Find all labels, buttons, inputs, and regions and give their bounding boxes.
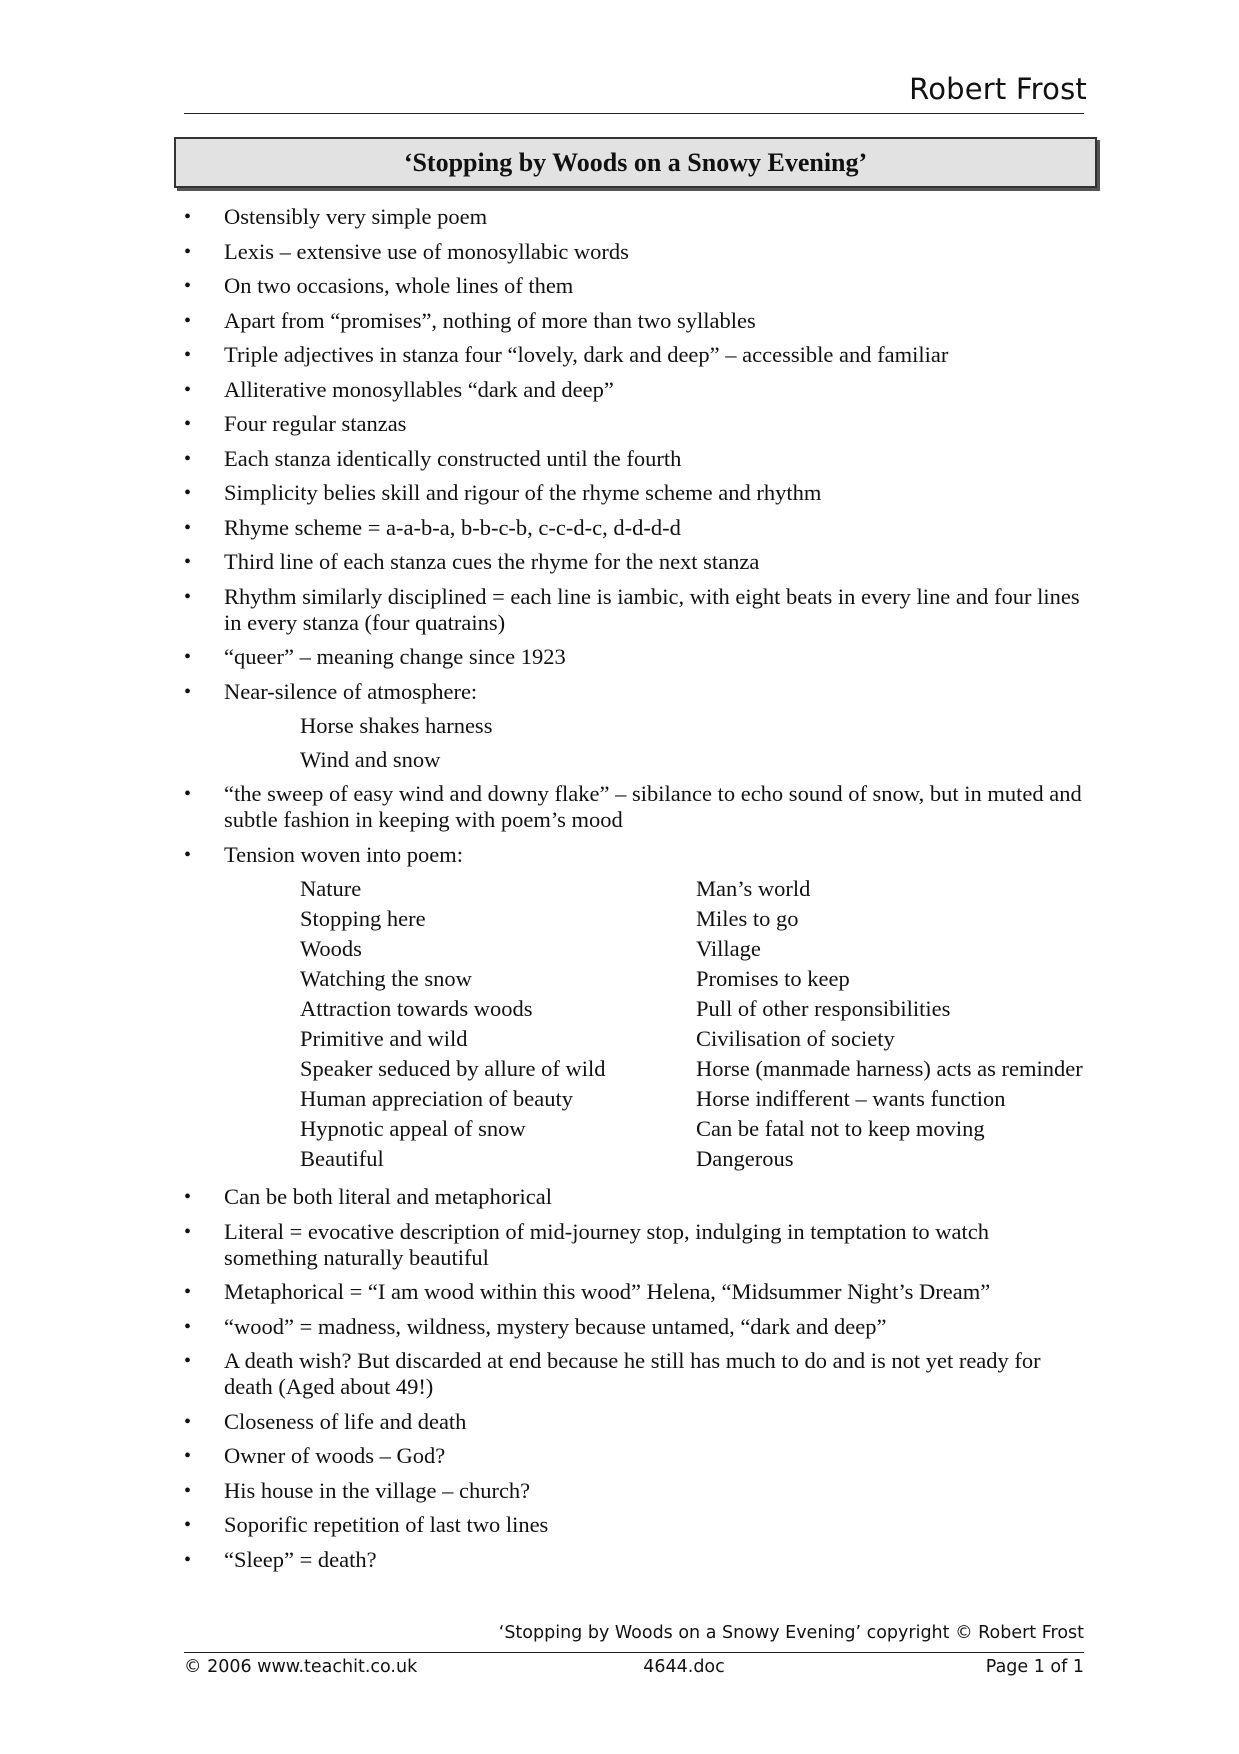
table-row — [300, 1116, 1083, 1146]
tension-right: Miles to go — [696, 905, 799, 931]
footer-page-number: Page 1 of 1 — [985, 1657, 1084, 1677]
tension-right: Pull of other responsibilities — [696, 995, 951, 1021]
tension-left: Nature — [300, 875, 362, 901]
notes-list — [184, 204, 1084, 1573]
footer-rule — [184, 1652, 1084, 1653]
list-item: • “the sweep of easy wind and downy flake” – sibilance to echo sound of snow, but in muted and subtle fashion in keeping with poem’s mood — [184, 781, 1084, 833]
list-item: • Each stanza identically constructed until the fourth — [184, 446, 1084, 472]
list-item: • Apart from “promises”, nothing of more than two syllables — [184, 308, 1084, 334]
silence-label: Near-silence of atmosphere: — [224, 678, 478, 704]
silence-line: Wind and snow — [300, 746, 441, 772]
tension-label: Tension woven into poem: — [224, 841, 464, 867]
tension-right: Village — [696, 935, 761, 961]
tension-left: Beautiful — [300, 1145, 384, 1171]
list-item: • Alliterative monosyllables “dark and deep” — [184, 377, 1084, 403]
list-item: • Third line of each stanza cues the rhyme for the next stanza — [184, 549, 1084, 575]
list-item: • Rhyme scheme = a-a-b-a, b-b-c-b, c-c-d-c, d-d-d-d — [184, 515, 1084, 541]
list-item: • “Sleep” = death? — [184, 1547, 1084, 1573]
list-item: • On two occasions, whole lines of them — [184, 273, 1084, 299]
tension-left: Primitive and wild — [300, 1025, 468, 1051]
table-row — [300, 1146, 1083, 1176]
table-row — [300, 996, 1083, 1026]
list-item: • Owner of woods – God? — [184, 1443, 1084, 1469]
tension-right: Civilisation of society — [696, 1025, 895, 1051]
copyright-credit: ‘Stopping by Woods on a Snowy Evening’ copyright © Robert Frost — [498, 1623, 1084, 1643]
tension-left: Woods — [300, 935, 362, 961]
table-row — [300, 906, 1083, 936]
tension-right: Promises to keep — [696, 965, 850, 991]
tension-right: Horse indifferent – wants function — [696, 1085, 1006, 1111]
list-item: • “queer” – meaning change since 1923 — [184, 644, 1084, 670]
silence-sublist — [224, 713, 1084, 773]
tension-left: Attraction towards woods — [300, 995, 533, 1021]
tension-left: Hypnotic appeal of snow — [300, 1115, 526, 1141]
tension-right: Man’s world — [696, 875, 811, 901]
page-footer — [184, 1657, 1084, 1683]
table-row — [300, 1056, 1083, 1086]
tension-right: Horse (manmade harness) acts as reminder — [696, 1055, 1083, 1081]
list-item: • Literal = evocative description of mid-journey stop, indulging in temptation to watch something naturally beautiful — [184, 1219, 1084, 1271]
list-item: • “wood” = madness, wildness, mystery because untamed, “dark and deep” — [184, 1314, 1084, 1340]
tension-left: Speaker seduced by allure of wild — [300, 1055, 606, 1081]
list-item: • Simplicity belies skill and rigour of the rhyme scheme and rhythm — [184, 480, 1084, 506]
list-item: • Triple adjectives in stanza four “lovely, dark and deep” – accessible and familiar — [184, 342, 1084, 368]
silence-item — [184, 679, 1084, 773]
silence-line: Horse shakes harness — [300, 712, 493, 738]
list-item: • Lexis – extensive use of monosyllabic words — [184, 239, 1084, 265]
document-title: ‘Stopping by Woods on a Snowy Evening’ — [403, 147, 868, 177]
list-item: • Soporific repetition of last two lines — [184, 1512, 1084, 1538]
footer-copyright: © 2006 www.teachit.co.uk — [184, 1657, 418, 1677]
footer-doc-id: 4644.doc — [643, 1657, 725, 1677]
title-box — [174, 137, 1097, 188]
tension-left: Stopping here — [300, 905, 426, 931]
table-row — [300, 1086, 1083, 1116]
table-row — [300, 966, 1083, 996]
tension-left: Watching the snow — [300, 965, 472, 991]
list-item: • Metaphorical = “I am wood within this wood” Helena, “Midsummer Night’s Dream” — [184, 1279, 1084, 1305]
list-item: • A death wish? But discarded at end because he still has much to do and is not yet ready for death (Aged about 49!) — [184, 1348, 1084, 1400]
table-row — [300, 936, 1083, 966]
table-row — [300, 1026, 1083, 1056]
page-header-author: Robert Frost — [909, 72, 1087, 106]
list-item: • Ostensibly very simple poem — [184, 204, 1084, 230]
notes-content — [184, 204, 1084, 1581]
table-row — [300, 876, 1083, 906]
tension-table — [300, 876, 1083, 1176]
tension-item — [184, 842, 1084, 1176]
tension-left: Human appreciation of beauty — [300, 1085, 574, 1111]
list-item: • Can be both literal and metaphorical — [184, 1184, 1084, 1210]
list-item: • Closeness of life and death — [184, 1409, 1084, 1435]
tension-right: Can be fatal not to keep moving — [696, 1115, 985, 1141]
list-item: • Four regular stanzas — [184, 411, 1084, 437]
tension-right: Dangerous — [696, 1145, 794, 1171]
list-item: • Rhythm similarly disciplined = each line is iambic, with eight beats in every line and four lines in every stanza (four quatrains) — [184, 584, 1084, 636]
list-item: • His house in the village – church? — [184, 1478, 1084, 1504]
header-rule — [184, 113, 1084, 114]
